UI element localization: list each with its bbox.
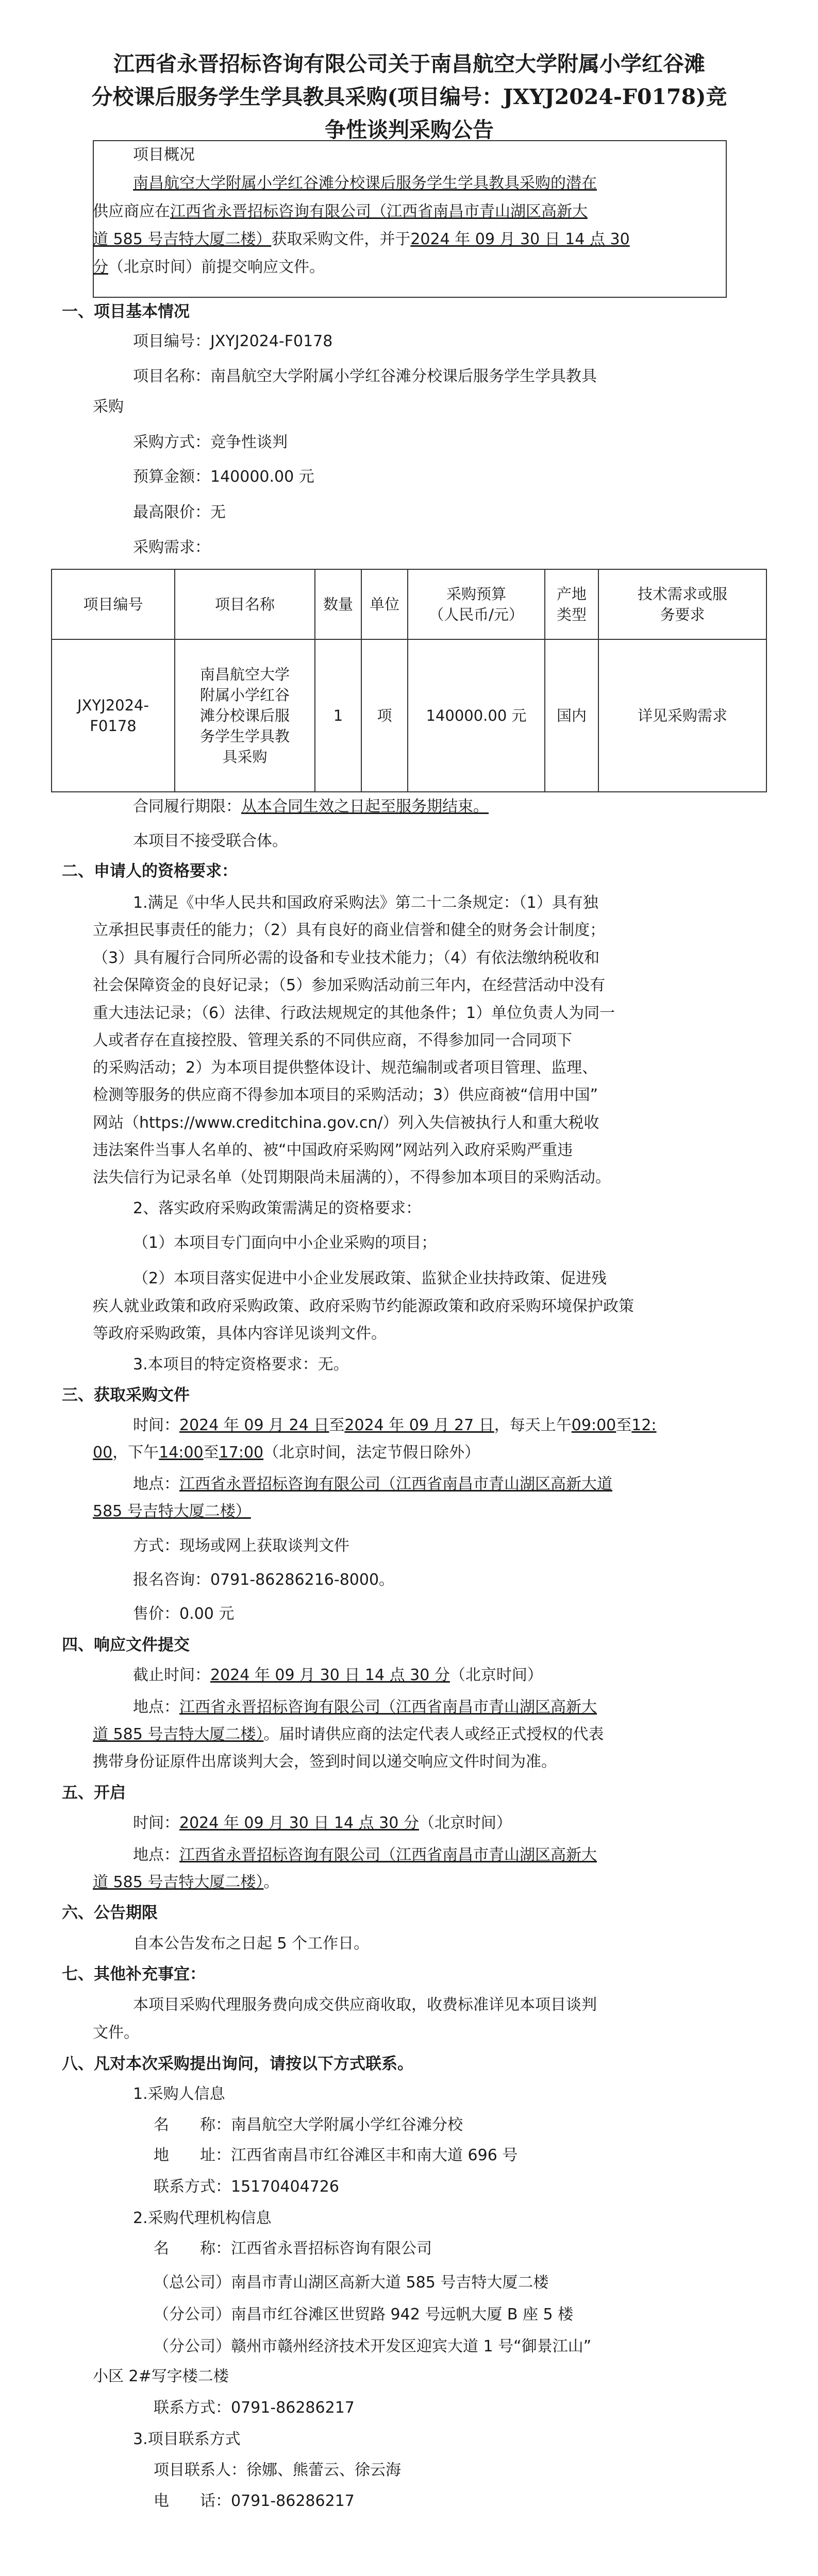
- cell-text: 附属小学红谷: [199, 686, 290, 704]
- opening-place: [93, 1873, 279, 1892]
- table-cell: 140000.00 元: [408, 639, 545, 792]
- table-header: 项目编号: [52, 569, 175, 639]
- obtain-place: [93, 1502, 251, 1521]
- agency-address: （总公司）南昌市青山湖区高新大道 585 号吉特大厦二楼: [154, 2274, 549, 2292]
- opening-place: [133, 1845, 597, 1865]
- overview-place: 江西省永晋招标咨询有限公司（江西省南昌市青山湖区高新大: [170, 202, 588, 221]
- table-cell: JXYJ2024-F0178: [52, 639, 175, 792]
- qualification-line: 的采购活动；2）为本项目提供整体设计、规范编制或者项目管理、监理、: [93, 1059, 598, 1077]
- policy-item: （1）本项目专门面向中小企业采购的项目；: [133, 1234, 437, 1252]
- qualification-line: 检测等服务的供应商不得参加本项目的采购活动；3）供应商被“信用中国”: [93, 1086, 598, 1104]
- table-header: [598, 569, 766, 639]
- section-heading: 四、响应文件提交: [62, 1636, 190, 1654]
- qualification-line: 立承担民事责任的能力；（2）具有良好的商业信誉和健全的财务会计制度；: [93, 921, 606, 939]
- time-value: 09:00: [571, 1416, 616, 1434]
- qualification-line: 法失信行为记录名单（处罚期限尚未届满的），不得参加本项目的采购活动。: [93, 1168, 611, 1187]
- time-value: 14:00: [159, 1444, 204, 1462]
- time-value: 00: [93, 1444, 113, 1462]
- requirements-label: 采购需求：: [133, 538, 210, 556]
- table-header-row: [52, 569, 766, 639]
- table-header: 项目名称: [175, 569, 315, 639]
- budget-amount: 预算金额：140000.00 元: [133, 468, 314, 486]
- label: 至: [616, 1416, 632, 1434]
- title-line: 江西省永晋招标咨询有限公司关于南昌航空大学附属小学红谷滩: [113, 52, 705, 76]
- page-title: [54, 47, 765, 146]
- policy-item: 等政府采购政策，具体内容详见谈判文件。: [93, 1325, 387, 1343]
- header-text: 类型: [556, 606, 587, 623]
- header-text: 采购预算: [446, 585, 506, 603]
- qualification-line: 社会保障资金的良好记录；（5）参加采购活动前三年内，在经营活动中没有: [93, 976, 606, 994]
- label: （北京时间）: [419, 1814, 512, 1832]
- procurement-table: [51, 569, 767, 792]
- agency-address: （分公司）赣州市赣州经济技术开发区迎宾大道 1 号“御景江山”: [154, 2337, 592, 2355]
- header-text: （人民币/元）: [429, 606, 524, 623]
- agency-phone: 联系方式：0791-86286217: [154, 2399, 355, 2417]
- overview-text: 获取采购文件，并于: [271, 230, 411, 248]
- label: 。: [263, 1873, 279, 1891]
- consortium-note: 本项目不接受联合体。: [133, 832, 288, 850]
- section-heading: 六、公告期限: [62, 1904, 158, 1922]
- table-row: [52, 639, 766, 792]
- place-value: 道 585 号吉特大厦二楼）: [93, 1725, 264, 1743]
- supplement-text: 本项目采购代理服务费向成交供应商收取，收费标准详见本项目谈判: [133, 1996, 597, 2014]
- table-header: [408, 569, 545, 639]
- label: 截止时间：: [133, 1666, 210, 1684]
- overview-line: [93, 258, 325, 277]
- table-cell: 国内: [545, 639, 598, 792]
- label: 。届时请供应商的法定代表人或经正式授权的代表: [263, 1725, 604, 1743]
- time-value: 2024 年 09 月 30 日 14 点 30 分: [179, 1814, 419, 1832]
- overview-line: [93, 202, 588, 222]
- label: 地点：: [133, 1475, 179, 1493]
- table-header: 数量: [315, 569, 361, 639]
- table-cell: [175, 639, 315, 792]
- agency-name: 名 称：江西省永晋招标咨询有限公司: [154, 2240, 432, 2258]
- overview-heading: 项目概况: [133, 146, 195, 164]
- project-name-link: 南昌航空大学附属小学红谷滩分校课后服务学生学具教具采购的潜在: [133, 174, 597, 192]
- contact-phone: 电 话：0791-86286217: [154, 2492, 355, 2510]
- overview-deadline: 分: [93, 258, 108, 276]
- consult-phone: 报名咨询：0791-86286216-8000。: [133, 1571, 395, 1589]
- time-value: 17:00: [219, 1444, 264, 1462]
- overview-line: [133, 174, 597, 193]
- policy-item: 疾人就业政策和政府采购政策、政府采购节约能源政策和政府采购环境保护政策: [93, 1297, 634, 1315]
- label: ，下午: [112, 1444, 159, 1462]
- cell-text: 南昌航空大学: [199, 666, 290, 683]
- header-text: 产地: [556, 585, 587, 603]
- agency-address: （分公司）南昌市红谷滩区世贸路 942 号远帆大厦 B 座 5 楼: [154, 2306, 574, 2324]
- obtain-place: [133, 1475, 612, 1494]
- overview-deadline: 2024 年 09 月 30 日 14 点 30: [410, 230, 630, 248]
- contract-period: [133, 797, 489, 817]
- policy-item: （2）本项目落实促进中小企业发展政策、监狱企业扶持政策、促进残: [133, 1269, 607, 1287]
- header-text: 务要求: [660, 606, 705, 623]
- label: 至: [329, 1416, 345, 1434]
- label: 地点：: [133, 1846, 179, 1864]
- overview-line: [93, 230, 630, 249]
- deadline-value: 2024 年 09 月 30 日 14 点 30 分: [210, 1666, 450, 1684]
- table-cell: 项: [361, 639, 408, 792]
- qualification-line: 网站（https://www.creditchina.gov.cn/）列入失信被执行人和重大税收: [93, 1114, 599, 1132]
- obtain-time: [93, 1443, 480, 1463]
- place-value: 585 号吉特大厦二楼）: [93, 1502, 251, 1520]
- label: （北京时间，法定节假日除外）: [263, 1444, 480, 1462]
- title-line: 争性谈判采购公告: [325, 117, 494, 142]
- time-value: 12:: [631, 1416, 657, 1434]
- qualification-line: （3）具有履行合同所必需的设备和专业技术能力；（4）有依法缴纳税收和: [93, 949, 600, 967]
- contact-subheading: 3.项目联系方式: [133, 2430, 241, 2448]
- purchase-method: 采购方式：竞争性谈判: [133, 433, 288, 451]
- overview-text: 供应商应在: [93, 202, 170, 221]
- obtain-way: 方式：现场或网上获取谈判文件: [133, 1537, 349, 1555]
- place-value: 江西省永晋招标咨询有限公司（江西省南昌市青山湖区高新大道: [179, 1475, 612, 1493]
- overview-place: 道 585 号吉特大厦二楼）: [93, 230, 272, 248]
- policy-heading: 2、落实政府采购政策需满足的资格要求：: [133, 1199, 422, 1217]
- place-value: 道 585 号吉特大厦二楼）: [93, 1873, 264, 1891]
- label: 至: [203, 1444, 219, 1462]
- overview-text: （北京时间）前提交响应文件。: [108, 258, 325, 276]
- title-line: 分校课后服务学生学具教具采购(项目编号：JXYJ2024-F0178)竞: [91, 84, 727, 109]
- announcement-period: 自本公告发布之日起 5 个工作日。: [133, 1935, 370, 1953]
- table-header: 单位: [361, 569, 408, 639]
- qualification-line: 人或者存在直接控股、管理关系的不同供应商，不得参加同一合同项下: [93, 1031, 572, 1049]
- submit-note: 携带身份证原件出席谈判大会，签到时间以递交响应文件时间为准。: [93, 1753, 557, 1771]
- date-start: 2024 年 09 月 24 日: [179, 1416, 329, 1434]
- qualification-line: 1.满足《中华人民共和国政府采购法》第二十二条规定：（1）具有独: [133, 894, 598, 912]
- project-number: 项目编号：JXYJ2024-F0178: [133, 332, 333, 350]
- project-name: 采购: [93, 398, 124, 416]
- obtain-time: [133, 1416, 657, 1435]
- place-value: 江西省永晋招标咨询有限公司（江西省南昌市青山湖区高新大: [179, 1698, 597, 1716]
- section-heading: 二、申请人的资格要求：: [62, 862, 238, 880]
- table-cell: 详见采购需求: [598, 639, 766, 792]
- document-price: 售价：0.00 元: [133, 1605, 235, 1623]
- specific-requirement: 3.本项目的特定资格要求：无。: [133, 1355, 349, 1374]
- label: （北京时间）: [449, 1666, 543, 1684]
- cell-text: 具采购: [222, 748, 268, 766]
- contact-people: 项目联系人：徐娜、熊蕾云、徐云海: [154, 2461, 401, 2479]
- cell-text: 务学生学具教: [199, 727, 290, 745]
- supplement-text: 文件。: [93, 2024, 139, 2042]
- submit-place: [133, 1698, 597, 1717]
- table-cell: 1: [315, 639, 361, 792]
- contract-value: 从本合同生效之日起至服务期结束。: [241, 798, 489, 816]
- section-heading: 八、凡对本次采购提出询问，请按以下方式联系。: [62, 2055, 413, 2073]
- qualification-line: 违法案件当事人名单的、被“中国政府采购网”网站列入政府采购严重违: [93, 1141, 573, 1159]
- qualification-line: 重大违法记录；（6）法律、行政法规规定的其他条件；1）单位负责人为同一: [93, 1004, 615, 1022]
- agency-address: 小区 2#写字楼二楼: [93, 2367, 229, 2385]
- label: 时间：: [133, 1814, 179, 1832]
- contact-subheading: 1.采购人信息: [133, 2085, 225, 2103]
- header-text: 技术需求或服: [637, 585, 727, 603]
- label: ，每天上午: [494, 1416, 572, 1434]
- max-price: 最高限价：无: [133, 503, 226, 521]
- place-value: 江西省永晋招标咨询有限公司（江西省南昌市青山湖区高新大: [179, 1846, 597, 1864]
- purchaser-address: 地 址：江西省南昌市红谷滩区丰和南大道 696 号: [154, 2146, 518, 2164]
- purchaser-phone: 联系方式：15170404726: [154, 2178, 339, 2196]
- cell-text: 滩分校课后服: [199, 707, 290, 724]
- table-header: [545, 569, 598, 639]
- submit-deadline: [133, 1666, 543, 1685]
- contract-label: 合同履行期限：: [133, 798, 241, 816]
- label: 时间：: [133, 1416, 179, 1434]
- opening-time: [133, 1814, 512, 1833]
- project-name: 项目名称：南昌航空大学附属小学红谷滩分校课后服务学生学具教具: [133, 367, 597, 385]
- section-heading: 七、其他补充事宜：: [62, 1965, 206, 1984]
- date-end: 2024 年 09 月 27 日: [344, 1416, 494, 1434]
- section-heading: 一、项目基本情况: [62, 302, 190, 321]
- purchaser-name: 名 称：南昌航空大学附属小学红谷滩分校: [154, 2116, 463, 2134]
- contact-subheading: 2.采购代理机构信息: [133, 2209, 272, 2227]
- submit-place: [93, 1725, 604, 1744]
- label: 地点：: [133, 1698, 179, 1716]
- section-heading: 三、获取采购文件: [62, 1386, 190, 1404]
- section-heading: 五、开启: [62, 1784, 126, 1802]
